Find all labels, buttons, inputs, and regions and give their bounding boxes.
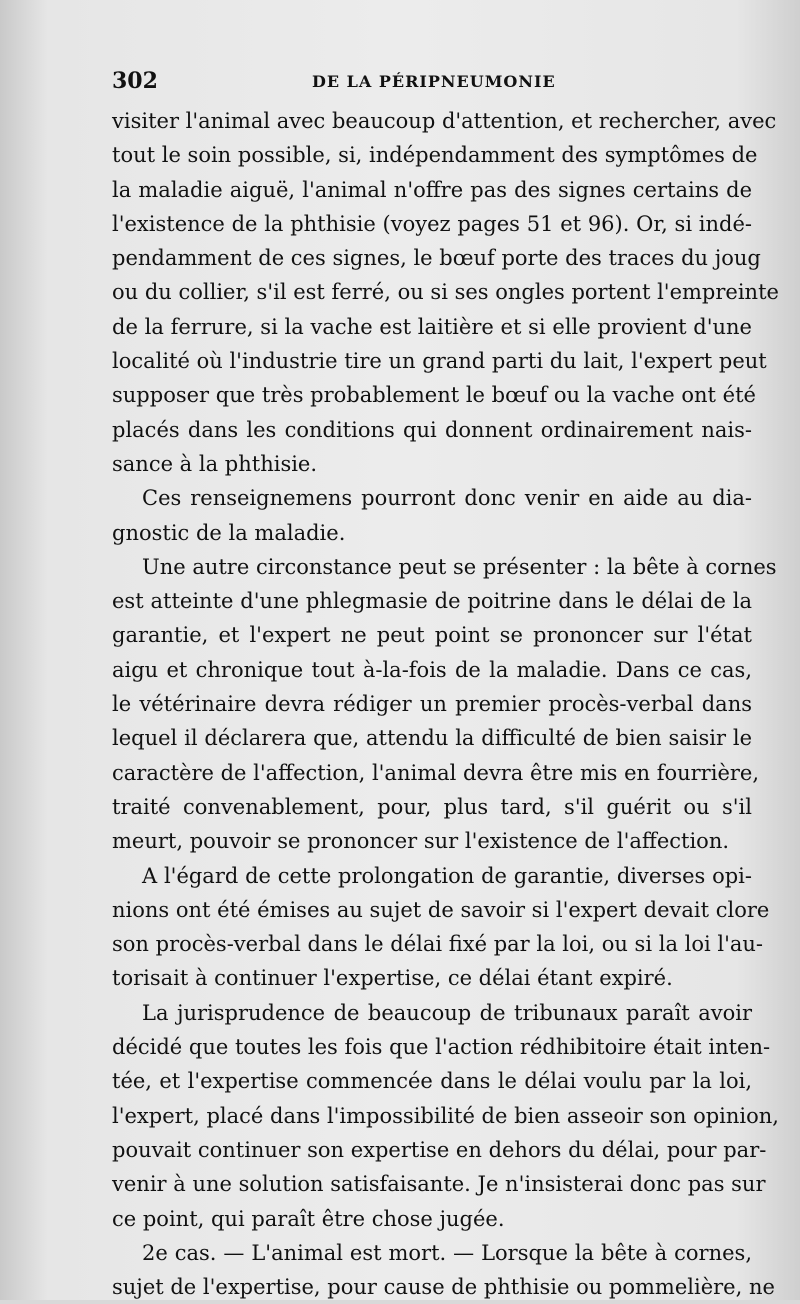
text-line: l'expert, placé dans l'impossibilité de bien asseoir son opinion, [112, 1103, 779, 1128]
page-number: 302 [112, 68, 158, 94]
text-line: ou du collier, s'il est ferré, ou si ses ongles portent l'empreinte [112, 280, 779, 305]
text-line: venir à une solution satisfaisante. Je n'insisterai donc pas sur [112, 1172, 766, 1197]
text-line: pouvait continuer son expertise en dehors du délai, pour par- [112, 1137, 767, 1162]
text-line: décidé que toutes les fois que l'action rédhibitoire était inten- [112, 1035, 771, 1060]
text-line: tout le soin possible, si, indépendamment des symptômes de [112, 143, 758, 168]
text-line: lequel il déclarera que, attendu la difficulté de bien saisir le [112, 726, 752, 751]
text-line: de la ferrure, si la vache est laitière et si elle provient d'une [112, 314, 752, 339]
text-line: caractère de l'affection, l'animal devra être mis en fourrière, [112, 760, 760, 785]
text-line: 2e cas. — L'animal est mort. — Lorsque la bête à cornes, [142, 1240, 752, 1265]
text-line: garantie, et l'expert ne peut point se prononcer sur l'état [112, 623, 752, 648]
text-line: visiter l'animal avec beaucoup d'attention, et rechercher, avec [112, 109, 777, 133]
text-line: placés dans les conditions qui donnent ordinairement nais- [112, 417, 752, 442]
text-line: supposer que très probablement le bœuf ou la vache ont été [112, 383, 756, 408]
text-line: le vétérinaire devra rédiger un premier procès-verbal dans [112, 692, 752, 717]
text-line: nions ont été émises au sujet de savoir si l'expert devait clore [112, 897, 770, 922]
running-title: DE LA PÉRIPNEUMONIE [312, 72, 556, 91]
text-line: sujet de l'expertise, pour cause de phthisie ou pommelière, ne [112, 1275, 775, 1300]
text-line: ce point, qui paraît être chose jugée. [112, 1206, 505, 1231]
text-line: la maladie aiguë, l'animal n'offre pas des signes certains de [112, 177, 752, 202]
text-line: meurt, pouvoir se prononcer sur l'existence de l'affection. [112, 829, 730, 854]
text-line: torisait à continuer l'expertise, ce délai étant expiré. [112, 966, 673, 991]
text-line: Ces renseignemens pourront donc venir en aide au dia- [142, 486, 752, 511]
text-line: gnostic de la maladie. [112, 520, 346, 545]
text-line: pendamment de ces signes, le bœuf porte des traces du joug [112, 246, 761, 271]
text-line: est atteinte d'une phlegmasie de poitrine dans le délai de la [112, 589, 752, 614]
text-line: Une autre circonstance peut se présenter : la bête à cornes [142, 554, 777, 579]
text-line: tée, et l'expertise commencée dans le délai voulu par la loi, [112, 1069, 752, 1094]
text-line: aigu et chronique tout à-la-fois de la maladie. Dans ce cas, [112, 657, 752, 682]
text-line: l'existence de la phthisie (voyez pages 51 et 96). Or, si indé- [112, 211, 752, 236]
text-line: La jurisprudence de beaucoup de tribunaux paraît avoir [142, 1000, 752, 1025]
text-line: sance à la phthisie. [112, 451, 318, 476]
text-line: traité convenablement, pour, plus tard, s'il guérit ou s'il [112, 794, 752, 819]
text-line: son procès-verbal dans le délai fixé par la loi, ou si la loi l'au- [112, 932, 764, 957]
page-header [112, 68, 752, 102]
body-text [112, 104, 779, 1304]
text-line: localité où l'industrie tire un grand parti du lait, l'expert peut [112, 349, 767, 374]
text-line: A l'égard de cette prolongation de garantie, diverses opi- [142, 863, 752, 888]
